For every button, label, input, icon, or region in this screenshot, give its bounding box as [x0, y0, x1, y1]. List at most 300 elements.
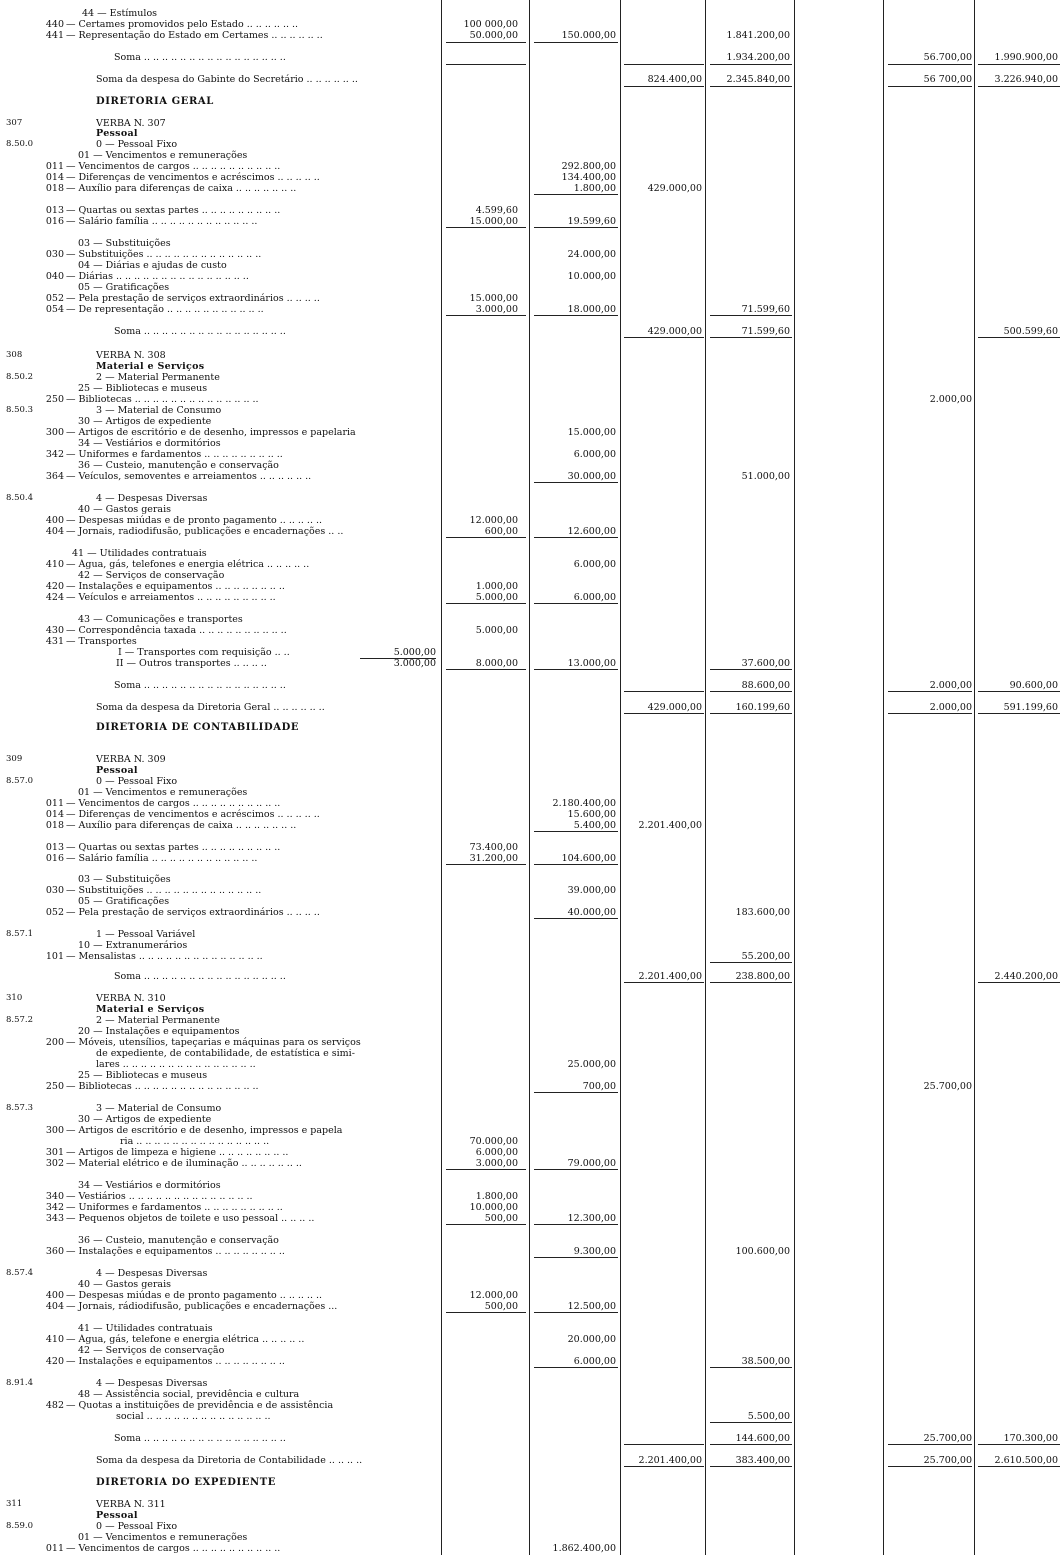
value-col-1: 600,00: [484, 526, 518, 537]
item-code: 250: [45, 394, 64, 405]
table-row: [0, 787, 1062, 798]
item-code: 404: [45, 526, 64, 537]
value-col-1: 10.000,00: [469, 1202, 518, 1213]
item-description: VERBA N. 308: [96, 350, 166, 361]
item-description: Material e Serviços: [96, 1004, 205, 1015]
table-row: [0, 940, 1062, 951]
table-row: [0, 929, 1062, 940]
table-row: [0, 460, 1062, 471]
table-row: [0, 1180, 1062, 1191]
table-row: [0, 1521, 1062, 1532]
table-row: [0, 776, 1062, 787]
item-code: 054: [45, 304, 64, 315]
table-row: [0, 216, 1062, 227]
sum-rule: [446, 315, 526, 316]
item-description: VERBA N. 309: [96, 754, 166, 765]
table-row: [0, 293, 1062, 304]
verba-ref: 8.50.3: [6, 405, 34, 415]
value-col-6: 25.700,00: [923, 1455, 972, 1466]
table-row: [0, 161, 1062, 172]
table-row: [0, 625, 1062, 636]
sub-value: 3.000,00: [393, 658, 436, 669]
item-description: 2 — Material Permanente: [96, 372, 220, 383]
item-code: 343: [45, 1213, 64, 1224]
item-description: — Certames promovidos pelo Estado .. .. .. .. .. ..: [66, 19, 299, 30]
table-row: [0, 842, 1062, 853]
item-code: 052: [45, 907, 64, 918]
table-row: [0, 592, 1062, 603]
value-col-4: 51.000,00: [741, 471, 790, 482]
sum-rule: [534, 1312, 618, 1313]
item-description: 30 — Artigos de expediente: [78, 1114, 212, 1125]
item-code: 040: [45, 271, 64, 282]
item-code: 410: [45, 559, 64, 570]
sum-rule: [710, 315, 792, 316]
item-code: 013: [45, 205, 64, 216]
value-col-2: 24.000,00: [567, 249, 616, 260]
value-col-1: 8.000,00: [475, 658, 518, 669]
sum-rule: [888, 691, 972, 692]
sum-rule: [888, 1444, 972, 1445]
sum-rule: [534, 537, 618, 538]
item-description: de expediente, de contabilidade, de estatística e simi-: [96, 1048, 355, 1059]
sum-rule: [446, 1224, 526, 1225]
item-description: 2 — Material Permanente: [96, 1015, 220, 1026]
item-description: Soma .. .. .. .. .. .. .. .. .. .. .. .. .. .. .. ..: [114, 1433, 286, 1444]
item-description: — Salário família .. .. .. .. .. .. .. .. .. .. .. ..: [66, 216, 258, 227]
verba-ref: 8.50.2: [6, 372, 34, 382]
item-description: VERBA N. 310: [96, 993, 166, 1004]
sum-rule: [534, 315, 618, 316]
sum-rule: [446, 537, 526, 538]
table-row: [0, 1136, 1062, 1147]
table-row: [0, 1345, 1062, 1356]
table-row: [0, 548, 1062, 559]
value-col-1: 15.000,00: [469, 216, 518, 227]
item-description: Soma .. .. .. .. .. .. .. .. .. .. .. .. .. .. .. ..: [114, 971, 286, 982]
item-code: 014: [45, 809, 64, 820]
item-description: 42 — Serviços de conservação: [78, 1345, 225, 1356]
item-code: 011: [45, 1543, 64, 1554]
table-row: [0, 1246, 1062, 1257]
value-col-3: 2.201.400,00: [638, 1455, 702, 1466]
item-code: 016: [45, 216, 64, 227]
sum-rule: [534, 1257, 618, 1258]
item-description: 36 — Custeio, manutenção e conservação: [78, 1235, 279, 1246]
table-row: [0, 1070, 1062, 1081]
item-code: 011: [45, 161, 64, 172]
item-description: — Uniformes e fardamentos .. .. .. .. .. .. .. .. ..: [66, 449, 283, 460]
value-col-4: 1.841.200,00: [726, 30, 790, 41]
value-col-1: 15.000,00: [469, 293, 518, 304]
item-description: 34 — Vestiários e dormitórios: [78, 1180, 221, 1191]
item-code: 342: [45, 449, 64, 460]
table-row: [0, 350, 1062, 361]
item-description: DIRETORIA DE CONTABILIDADE: [96, 722, 300, 733]
table-row: [0, 1378, 1062, 1389]
table-row: [0, 1048, 1062, 1059]
table-row: [0, 885, 1062, 896]
item-description: Pessoal: [96, 765, 138, 776]
item-code: 360: [45, 1246, 64, 1257]
table-row: [0, 238, 1062, 249]
item-description: Pessoal: [96, 128, 138, 139]
table-row: [0, 993, 1062, 1004]
item-description: — Bibliotecas .. .. .. .. .. .. .. .. .. .. .. .. .. ..: [66, 1081, 259, 1092]
item-description: — De representação .. .. .. .. .. .. .. .. .. .. ..: [66, 304, 264, 315]
item-description: 05 — Gratificações: [78, 896, 170, 907]
sum-rule: [534, 1169, 618, 1170]
item-description: 3 — Material de Consumo: [96, 405, 222, 416]
sum-rule: [534, 603, 618, 604]
item-code: 404: [45, 1301, 64, 1312]
item-description: — Instalações e equipamentos .. .. .. .. .. .. .. ..: [66, 581, 285, 592]
item-code: 420: [45, 581, 64, 592]
table-row: [0, 19, 1062, 30]
sum-rule: [534, 1224, 618, 1225]
value-col-2: 39.000,00: [567, 885, 616, 896]
table-row: [0, 570, 1062, 581]
sum-rule: [624, 86, 704, 87]
table-row: [0, 172, 1062, 183]
item-description: — Pela prestação de serviços extraordinários .. .. .. ..: [66, 293, 320, 304]
sum-rule: [624, 64, 704, 65]
value-col-2: 1.862.400,00: [552, 1543, 616, 1554]
item-code: 030: [45, 249, 64, 260]
value-col-6: 25.700,00: [923, 1433, 972, 1444]
item-description: — Vestiários .. .. .. .. .. .. .. .. .. .. .. .. .. ..: [66, 1191, 253, 1202]
value-col-2: 104.600,00: [561, 853, 616, 864]
item-description: — Pequenos objetos de toilete e uso pessoal .. .. .. ..: [66, 1213, 315, 1224]
table-row: [0, 1015, 1062, 1026]
item-description: — Água, gás, telefones e energia elétrica .. .. .. .. ..: [66, 559, 310, 570]
value-col-2: 19.599,60: [567, 216, 616, 227]
item-description: — Jornais, rádiodifusão, publicações e encadernações ...: [66, 1301, 338, 1312]
item-description: — Auxílio para diferenças de caixa .. .. .. .. .. .. ..: [66, 820, 297, 831]
table-row: [0, 1301, 1062, 1312]
item-code: 016: [45, 853, 64, 864]
value-col-1: 5.000,00: [475, 592, 518, 603]
table-row: [0, 304, 1062, 315]
table-row: [0, 361, 1062, 372]
table-row: [0, 1059, 1062, 1070]
item-description: — Substituições .. .. .. .. .. .. .. .. .. .. .. .. ..: [66, 249, 262, 260]
item-description: Soma .. .. .. .. .. .. .. .. .. .. .. .. .. .. .. ..: [114, 326, 286, 337]
item-description: — Salário família .. .. .. .. .. .. .. .. .. .. .. ..: [66, 853, 258, 864]
table-row: [0, 416, 1062, 427]
value-col-4: 38.500,00: [741, 1356, 790, 1367]
item-description: — Vencimentos de cargos .. .. .. .. .. .. .. .. .. ..: [66, 161, 281, 172]
sum-rule: [888, 713, 972, 714]
sub-value: 5.000,00: [393, 647, 436, 658]
value-col-4: 37.600,00: [741, 658, 790, 669]
verba-ref: 8.50.0: [6, 139, 34, 149]
value-col-2: 6.000,00: [573, 559, 616, 570]
item-description: 20 — Instalações e equipamentos: [78, 1026, 240, 1037]
table-row: [0, 150, 1062, 161]
value-col-6: 2.000,00: [929, 394, 972, 405]
item-code: 400: [45, 515, 64, 526]
item-description: — Quartas ou sextas partes .. .. .. .. .. .. .. .. ..: [66, 205, 281, 216]
value-col-1: 3.000,00: [475, 304, 518, 315]
table-row: [0, 74, 1062, 85]
item-code: 301: [45, 1147, 64, 1158]
item-code: 340: [45, 1191, 64, 1202]
value-col-7: 3.226.940,00: [994, 74, 1058, 85]
item-description: 03 — Substituições: [78, 238, 171, 249]
value-col-1: 100 000,00: [463, 19, 518, 30]
item-code: 482: [45, 1400, 64, 1411]
item-description: I — Transportes com requisição .. ..: [118, 647, 290, 658]
table-row: [0, 405, 1062, 416]
table-row: [0, 96, 1062, 107]
value-col-4: 383.400,00: [735, 1455, 790, 1466]
value-col-3: 2.201.400,00: [638, 971, 702, 982]
item-description: — Material elétrico e de iluminação .. .. .. .. .. .. ..: [66, 1158, 302, 1169]
item-description: — Vencimentos de cargos .. .. .. .. .. .. .. .. .. ..: [66, 798, 281, 809]
item-code: 030: [45, 885, 64, 896]
sum-rule: [446, 64, 526, 65]
value-col-7: 2.440.200,00: [994, 971, 1058, 982]
table-row: [0, 260, 1062, 271]
item-description: 48 — Assistência social, previdência e cultura: [78, 1389, 300, 1400]
sum-rule: [534, 864, 618, 865]
table-row: [0, 1543, 1062, 1554]
sum-rule: [534, 227, 618, 228]
value-col-2: 40.000,00: [567, 907, 616, 918]
sum-rule: [446, 864, 526, 865]
item-description: 40 — Gastos gerais: [78, 504, 172, 515]
table-row: [0, 680, 1062, 691]
item-description: — Artigos de limpeza e higiene .. .. .. .. .. .. .. ..: [66, 1147, 289, 1158]
value-col-2: 15.600,00: [567, 809, 616, 820]
value-col-4: 144.600,00: [735, 1433, 790, 1444]
item-description: DIRETORIA GERAL: [96, 96, 214, 107]
table-row: [0, 394, 1062, 405]
item-description: — Veículos e arreiamentos .. .. .. .. .. .. .. .. ..: [66, 592, 276, 603]
sum-rule: [624, 982, 704, 983]
sum-rule: [710, 962, 792, 963]
table-row: [0, 372, 1062, 383]
value-col-2: 10.000,00: [567, 271, 616, 282]
item-description: — Correspondência taxada .. .. .. .. .. .. .. .. .. ..: [66, 625, 287, 636]
item-code: 424: [45, 592, 64, 603]
table-row: [0, 449, 1062, 460]
item-code: 302: [45, 1158, 64, 1169]
value-col-7: 591.199,60: [1003, 702, 1058, 713]
verba-ref: 8.91.4: [6, 1378, 34, 1388]
item-description: DIRETORIA DO EXPEDIENTE: [96, 1477, 277, 1488]
value-col-7: 1.990.900,00: [994, 52, 1058, 63]
value-col-1: 6.000,00: [475, 1147, 518, 1158]
value-col-4: 2.345.840,00: [726, 74, 790, 85]
value-col-1: 70.000,00: [469, 1136, 518, 1147]
value-col-2: 6.000,00: [573, 449, 616, 460]
item-description: — Diárias .. .. .. .. .. .. .. .. .. .. .. .. .. .. ..: [66, 271, 249, 282]
item-description: Soma .. .. .. .. .. .. .. .. .. .. .. .. .. .. .. ..: [114, 52, 286, 63]
value-col-3: 429.000,00: [647, 702, 702, 713]
item-description: 0 — Pessoal Fixo: [96, 139, 178, 150]
item-description: 03 — Substituições: [78, 874, 171, 885]
value-col-3: 429.000,00: [647, 183, 702, 194]
item-description: 05 — Gratificações: [78, 282, 170, 293]
item-code: 200: [45, 1037, 64, 1048]
item-description: ria .. .. .. .. .. .. .. .. .. .. .. .. .. .. ..: [120, 1136, 270, 1147]
value-col-2: 79.000,00: [567, 1158, 616, 1169]
item-description: — Água, gás, telefone e energia elétrica .. .. .. .. ..: [66, 1334, 305, 1345]
table-row: [0, 951, 1062, 962]
item-description: — Quotas a instituições de previdência e de assistência: [66, 1400, 334, 1411]
item-description: — Diferenças de vencimentos e acréscimos .. .. .. .. ..: [66, 172, 320, 183]
verba-ref: 8.57.2: [6, 1015, 34, 1025]
item-description: 30 — Artigos de expediente: [78, 416, 212, 427]
table-row: [0, 1235, 1062, 1246]
item-code: 052: [45, 293, 64, 304]
table-row: [0, 1125, 1062, 1136]
item-description: — Vencimentos de cargos .. .. .. .. .. .. .. .. .. ..: [66, 1543, 281, 1554]
table-row: [0, 809, 1062, 820]
table-row: [0, 1158, 1062, 1169]
sum-rule: [534, 194, 618, 195]
value-col-1: 4.599,60: [475, 205, 518, 216]
sum-rule: [888, 64, 972, 65]
table-row: [0, 581, 1062, 592]
table-row: [0, 139, 1062, 150]
table-row: [0, 853, 1062, 864]
table-row: [0, 183, 1062, 194]
table-row: [0, 1103, 1062, 1114]
item-description: Soma da despesa da Diretoria Geral .. .. .. .. .. ..: [96, 702, 325, 713]
table-row: [0, 1213, 1062, 1224]
table-row: [0, 971, 1062, 982]
value-col-1: 31.200,00: [469, 853, 518, 864]
item-code: 013: [45, 842, 64, 853]
item-code: 440: [45, 19, 64, 30]
value-col-6: 56 700,00: [923, 74, 972, 85]
verba-ref: 8.57.3: [6, 1103, 34, 1113]
sum-rule: [710, 1422, 792, 1423]
table-row: [0, 614, 1062, 625]
value-col-4: 183.600,00: [735, 907, 790, 918]
sum-rule: [534, 482, 618, 483]
item-description: 25 — Bibliotecas e museus: [78, 1070, 208, 1081]
sum-rule: [624, 1466, 704, 1467]
item-code: 441: [45, 30, 64, 41]
item-description: VERBA N. 311: [96, 1499, 166, 1510]
sum-rule: [446, 603, 526, 604]
table-row: [0, 493, 1062, 504]
sum-rule: [624, 691, 704, 692]
sum-rule: [534, 42, 618, 43]
item-description: 1 — Pessoal Variável: [96, 929, 196, 940]
value-col-2: 292.800,00: [561, 161, 616, 172]
item-code: 011: [45, 798, 64, 809]
sum-rule: [534, 918, 618, 919]
item-description: — Quartas ou sextas partes .. .. .. .. .. .. .. .. ..: [66, 842, 281, 853]
table-row: [0, 1114, 1062, 1125]
item-description: — Veículos, semoventes e arreiamentos .. .. .. .. .. ..: [66, 471, 312, 482]
item-description: II — Outros transportes .. .. .. ..: [116, 658, 267, 669]
table-row: [0, 636, 1062, 647]
item-description: 01 — Vencimentos e remunerações: [78, 1532, 248, 1543]
table-row: [0, 1411, 1062, 1422]
item-description: — Instalações e equipamentos .. .. .. .. .. .. .. ..: [66, 1246, 285, 1257]
value-col-7: 2.610.500,00: [994, 1455, 1058, 1466]
verba-ref: 311: [6, 1499, 23, 1509]
item-description: — Substituições .. .. .. .. .. .. .. .. .. .. .. .. ..: [66, 885, 262, 896]
value-col-2: 13.000,00: [567, 658, 616, 669]
table-row: [0, 1279, 1062, 1290]
sum-rule: [888, 1466, 972, 1467]
table-row: [0, 647, 1062, 658]
table-row: [0, 128, 1062, 139]
value-col-1: 1.800,00: [475, 1191, 518, 1202]
item-description: 0 — Pessoal Fixo: [96, 1521, 178, 1532]
value-col-6: 25.700,00: [923, 1081, 972, 1092]
item-description: 3 — Material de Consumo: [96, 1103, 222, 1114]
value-col-1: 73.400,00: [469, 842, 518, 853]
verba-ref: 309: [6, 754, 23, 764]
table-row: [0, 427, 1062, 438]
value-col-1: 500,00: [484, 1213, 518, 1224]
value-col-2: 12.600,00: [567, 526, 616, 537]
table-row: [0, 820, 1062, 831]
sum-rule: [710, 86, 792, 87]
item-description: — Despesas miúdas e de pronto pagamento .. .. .. .. ..: [66, 1290, 323, 1301]
value-col-6: 56.700,00: [923, 52, 972, 63]
item-description: Soma .. .. .. .. .. .. .. .. .. .. .. .. .. .. .. ..: [114, 680, 286, 691]
value-col-1: 50.000,00: [469, 30, 518, 41]
item-code: 430: [45, 625, 64, 636]
item-code: 101: [45, 951, 64, 962]
value-col-4: 100.600,00: [735, 1246, 790, 1257]
item-description: Material e Serviços: [96, 361, 205, 372]
value-col-6: 2.000,00: [929, 680, 972, 691]
item-description: 10 — Extranumerários: [78, 940, 188, 951]
verba-ref: 8.57.4: [6, 1268, 34, 1278]
item-description: — Transportes: [66, 636, 137, 647]
table-row: [0, 1323, 1062, 1334]
sum-rule: [978, 337, 1060, 338]
value-col-2: 700,00: [582, 1081, 616, 1092]
sum-rule: [534, 669, 618, 670]
table-row: [0, 896, 1062, 907]
value-col-4: 5.500,00: [747, 1411, 790, 1422]
item-description: — Auxílio para diferenças de caixa .. .. .. .. .. .. ..: [66, 183, 297, 194]
item-description: 44 — Estímulos: [82, 8, 158, 19]
table-row: [0, 1081, 1062, 1092]
sum-rule: [710, 669, 792, 670]
item-description: Pessoal: [96, 1510, 138, 1521]
item-code: 018: [45, 183, 64, 194]
item-description: — Uniformes e fardamentos .. .. .. .. .. .. .. .. ..: [66, 1202, 283, 1213]
sum-rule: [710, 337, 792, 338]
item-code: 018: [45, 820, 64, 831]
value-col-1: 1.000,00: [475, 581, 518, 592]
table-row: [0, 798, 1062, 809]
sum-rule: [978, 86, 1060, 87]
item-description: 4 — Despesas Diversas: [96, 1268, 208, 1279]
table-row: [0, 1455, 1062, 1466]
sum-rule: [446, 1169, 526, 1170]
item-description: — Jornais, radiodifusão, publicações e encadernações .. ..: [66, 526, 344, 537]
table-row: [0, 438, 1062, 449]
sum-rule: [978, 1466, 1060, 1467]
sum-rule: [360, 658, 436, 659]
value-col-2: 30.000,00: [567, 471, 616, 482]
value-col-1: 5.000,00: [475, 625, 518, 636]
sum-rule: [978, 1444, 1060, 1445]
